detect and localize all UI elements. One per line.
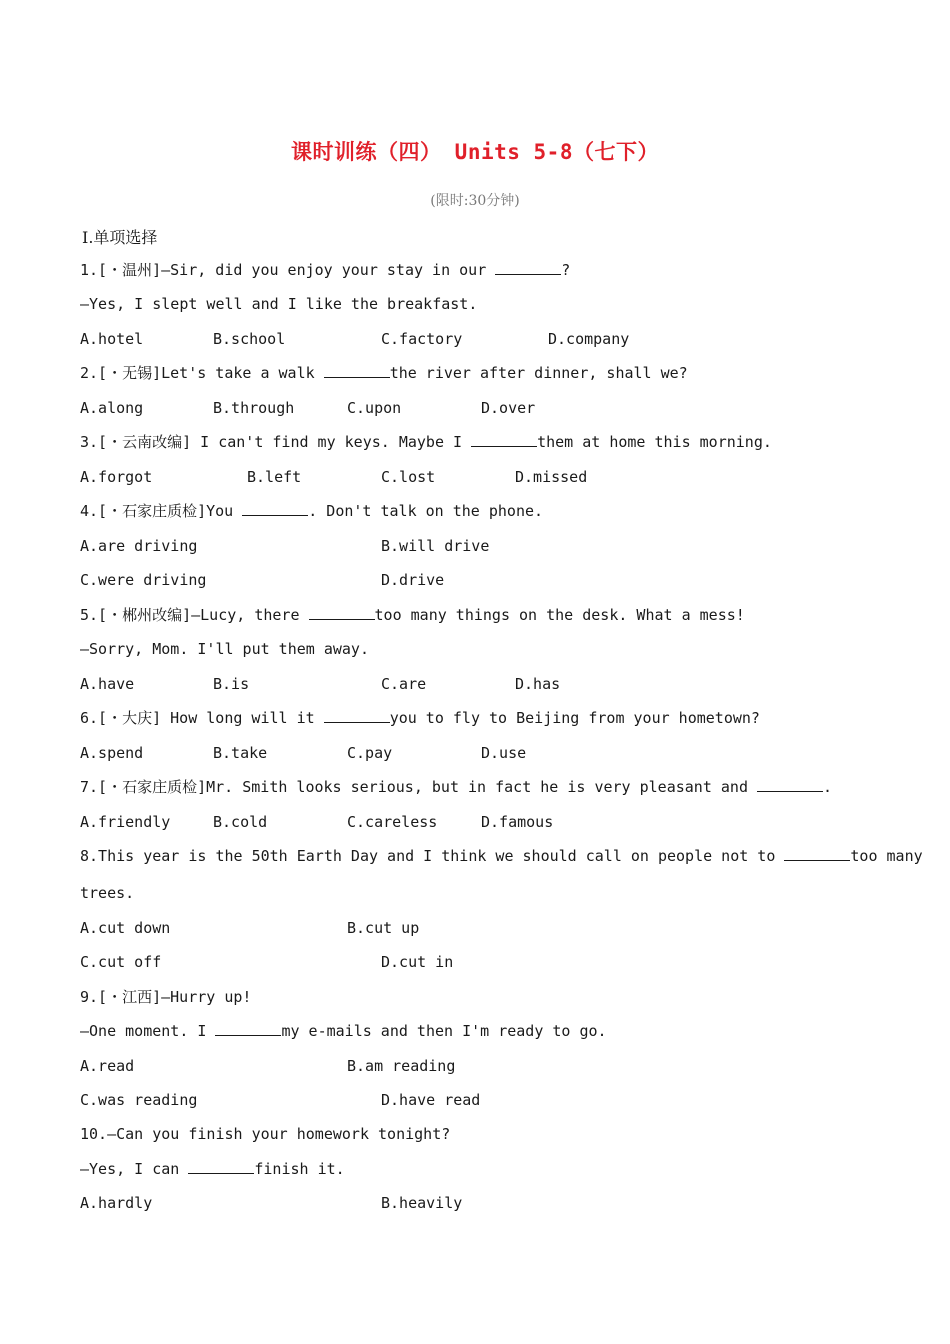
question-text: finish it.	[254, 1160, 345, 1178]
option-d: D.company	[548, 330, 630, 348]
option-b: B.will drive	[381, 537, 490, 555]
option-d: D.have read	[381, 1091, 481, 1109]
question-text: my e-mails and then I'm ready to go.	[281, 1022, 607, 1040]
question-3	[80, 432, 772, 452]
option-c: C.factory	[381, 330, 463, 348]
option-c: C.pay	[347, 744, 393, 762]
question-text: 1.[・温州]—Sir, did you enjoy your stay in our	[80, 261, 496, 279]
question-text: you to fly to Beijing from your hometown?	[389, 709, 760, 727]
option-c: C.were driving	[80, 571, 207, 589]
question-text: too many	[850, 847, 923, 865]
question-1-reply: —Yes, I slept well and I like the breakfast.	[80, 295, 478, 313]
question-text: —Yes, I can	[80, 1160, 189, 1178]
option-d: D.use	[481, 744, 527, 762]
option-b: B.heavily	[381, 1194, 463, 1212]
option-d: D.has	[515, 675, 561, 693]
option-c: C.was reading	[80, 1091, 198, 1109]
question-text: too many things on the desk. What a mess!	[374, 606, 745, 624]
question-text: .	[823, 778, 833, 796]
question-7	[80, 777, 832, 797]
question-4	[80, 501, 543, 521]
option-c: C.cut off	[80, 953, 162, 971]
page-title: 课时训练（四） Units 5-8（七下）	[291, 140, 659, 164]
question-text: 4.[・石家庄质检]You	[80, 502, 243, 520]
option-a: A.hotel	[80, 330, 144, 348]
option-a: A.spend	[80, 744, 144, 762]
question-9-reply	[80, 1021, 607, 1041]
question-1	[80, 260, 570, 280]
answer-blank	[242, 501, 308, 516]
option-b: B.cold	[213, 813, 268, 831]
answer-blank	[471, 432, 537, 447]
answer-blank	[309, 605, 375, 620]
answer-blank	[757, 777, 823, 792]
answer-blank	[324, 363, 390, 378]
answer-blank	[215, 1021, 281, 1036]
section-heading: Ⅰ.单项选择	[82, 228, 158, 247]
answer-blank	[495, 260, 561, 275]
option-a: A.hardly	[80, 1194, 153, 1212]
option-b: B.take	[213, 744, 268, 762]
question-text: 3.[・云南改编] I can't find my keys. Maybe I	[80, 433, 472, 451]
option-d: D.famous	[481, 813, 554, 831]
question-text: 7.[・石家庄质检]Mr. Smith looks serious, but in fact he is very pleasant and	[80, 778, 758, 796]
answer-blank	[324, 708, 390, 723]
option-a: A.are driving	[80, 537, 198, 555]
option-b: B.is	[213, 675, 250, 693]
option-a: A.along	[80, 399, 144, 417]
question-5-reply: —Sorry, Mom. I'll put them away.	[80, 640, 369, 658]
question-10-reply	[80, 1159, 345, 1179]
answer-blank	[784, 846, 850, 861]
option-d: D.cut in	[381, 953, 454, 971]
option-c: C.lost	[381, 468, 436, 486]
option-a: A.cut down	[80, 919, 171, 937]
question-10: 10.—Can you finish your homework tonight?	[80, 1125, 451, 1143]
option-b: B.through	[213, 399, 295, 417]
option-c: C.careless	[347, 813, 438, 831]
option-c: C.upon	[347, 399, 402, 417]
question-text: ?	[561, 261, 571, 279]
question-text: 8.This year is the 50th Earth Day and I think we should call on people not to	[80, 847, 785, 865]
option-c: C.are	[381, 675, 427, 693]
question-9: 9.[・江西]—Hurry up!	[80, 988, 252, 1006]
question-text: 2.[・无锡]Let's take a walk	[80, 364, 324, 382]
question-text: . Don't talk on the phone.	[308, 502, 544, 520]
question-text: —One moment. I	[80, 1022, 216, 1040]
option-b: B.left	[247, 468, 302, 486]
question-6	[80, 708, 760, 728]
option-a: A.read	[80, 1057, 135, 1075]
question-8-continued: trees.	[80, 884, 135, 902]
option-b: B.cut up	[347, 919, 420, 937]
question-5	[80, 605, 745, 625]
answer-blank	[188, 1159, 254, 1174]
time-limit: (限时:30分钟)	[430, 193, 520, 209]
question-text: the river after dinner, shall we?	[389, 364, 688, 382]
option-d: D.over	[481, 399, 536, 417]
question-text: 5.[・郴州改编]—Lucy, there	[80, 606, 309, 624]
option-d: D.drive	[381, 571, 445, 589]
option-a: A.forgot	[80, 468, 153, 486]
option-a: A.have	[80, 675, 135, 693]
question-text: 6.[・大庆] How long will it	[80, 709, 324, 727]
question-text: them at home this morning.	[537, 433, 772, 451]
option-d: D.missed	[515, 468, 588, 486]
option-b: B.am reading	[347, 1057, 456, 1075]
option-a: A.friendly	[80, 813, 171, 831]
question-8	[80, 846, 923, 866]
option-b: B.school	[213, 330, 286, 348]
question-2	[80, 363, 688, 383]
